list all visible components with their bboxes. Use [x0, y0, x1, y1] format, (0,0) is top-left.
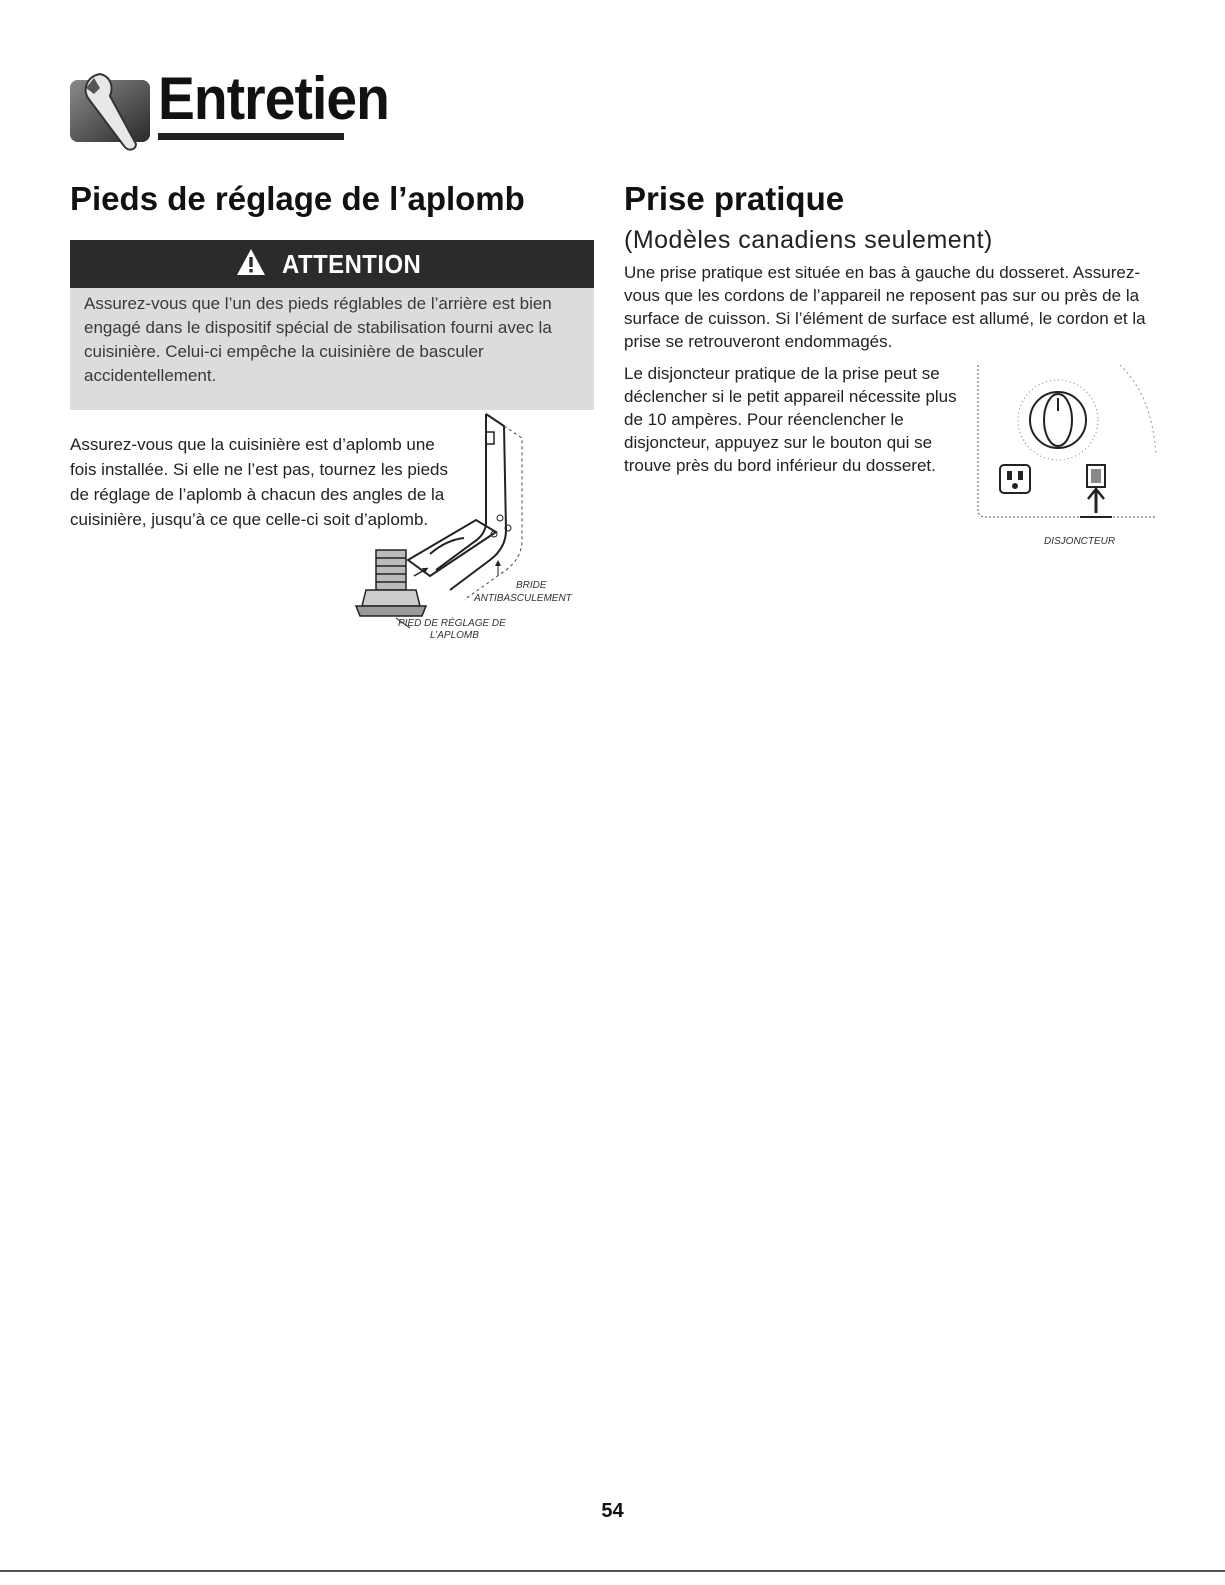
footer-rule	[0, 1570, 1225, 1572]
warning-label: ATTENTION	[282, 248, 422, 279]
outlet-breaker-illustration	[970, 365, 1160, 550]
bracket-label-line1: BRIDE	[516, 580, 547, 591]
outlet-heading: Prise pratique	[624, 180, 845, 217]
anti-tip-bracket-illustration	[346, 410, 606, 660]
warning-box	[70, 240, 594, 410]
bracket-label-line2: ANTIBASCULEMENT	[474, 593, 572, 604]
outlet-paragraph-2: Le disjoncteur pratique de la prise peut se déclencher si le petit appareil nécessite plus de 10 ampères. Pour réenclencher le disjoncteur, appuyez sur le bouton qui se trouve près du bord inférieur du dosseret.	[624, 364, 957, 475]
warning-text: Assurez-vous que l’un des pieds réglables de l’arrière est bien engagé dans le dispositif spécial de stabilisation fourni avec la cuisinière. Celui-ci empêche la cuisinière de basculer accidentellement.	[84, 294, 552, 385]
leveling-legs-heading: Pieds de réglage de l’aplomb	[70, 180, 525, 217]
warning-header	[70, 240, 594, 288]
breaker-label: DISJONCTEUR	[1044, 536, 1116, 547]
section-title: Entretien	[158, 65, 389, 132]
outlet-paragraph-1: Une prise pratique est située en bas à gauche du dosseret. Assurez-vous que les cordons de l’appareil ne reposent pas sur ou près de la surface de cuisson. Si l’élément de surface est allumé, le cordon et la prise se retrouveront endommagés.	[624, 263, 1146, 351]
foot-label-line1: PIED DE RÉGLAGE DE	[398, 618, 506, 629]
foot-label-line2: L’APLOMB	[430, 630, 479, 641]
title-underline	[158, 133, 344, 140]
outlet-subheading: (Modèles canadiens seulement)	[624, 226, 993, 254]
warning-triangle-icon	[236, 248, 266, 281]
wrench-icon	[70, 66, 156, 152]
page-number: 54	[601, 1500, 624, 1522]
leveling-instructions: Assurez-vous que la cuisinière est d’aplomb une fois installée. Si elle ne l’est pas, tournez les pieds de réglage de l’aplomb à chacun des angles de la cuisinière, jusqu’à ce que celle-ci soit d’aplomb.	[70, 435, 448, 529]
warning-text-panel	[70, 288, 594, 410]
